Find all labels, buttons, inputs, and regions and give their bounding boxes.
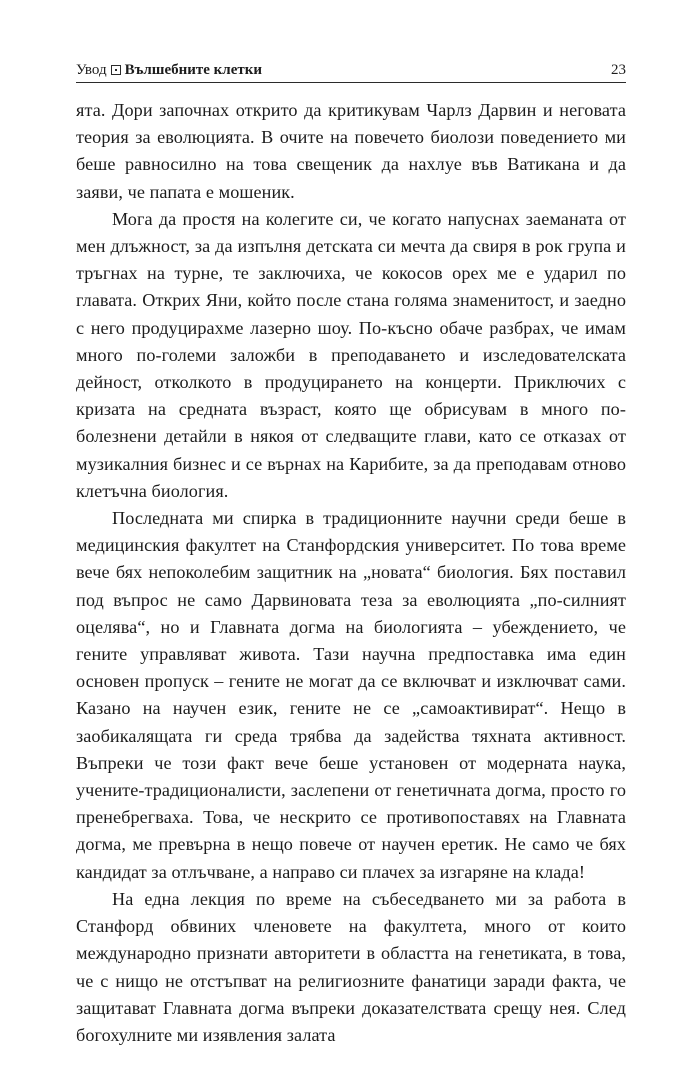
page-number: 23	[611, 62, 626, 78]
running-header	[76, 58, 626, 83]
header-section-label: Увод	[76, 62, 107, 78]
body-text	[76, 97, 626, 1049]
paragraph-3: Последната ми спирка в традиционните научни среди беше в медицинския факултет на Станфордския университет. По това време вече бях непоколебим защитник на „новата“ биология. Бях поставил под въпрос не само Дарвиновата теза за еволюцията „по-силният оцелява“, но и Главната догма на биологията – убеждението, че гените управляват живота. Тази научна предпоставка има един основен пропуск – гените не могат да се включват и изключват сами. Казано на научен език, гените не се „самоактивират“. Нещо в заобикалящата ги среда трябва да задейства тяхната активност. Въпреки че този факт вече беше установен от модерната наука, учените-традиционалисти, заслепени от генетичната догма, просто го пренебрегваха. Това, че нескрито се противопоставях на Главната догма, ме превърна в нещо повече от научен еретик. Не само че бях кандидат за отлъчване, а направо си плачех за изгаряне на клада!	[76, 508, 626, 882]
paragraph-1: ята. Дори започнах открито да критикувам Чарлз Дарвин и неговата теория за еволюцията. В очите на повечето биолози поведението ми беше равносилно на това свещеник да нахлуе във Ватикана и да заяви, че папата е мошеник.	[76, 100, 626, 202]
paragraph-2: Мога да простя на колегите си, че когато напуснах заеманата от мен длъжност, за да изпълня детската си мечта да свиря в рок група и тръгнах на турне, те заключиха, че кокосов орех ме е ударил по главата. Открих Яни, който после стана голяма знаменитост, и заедно с него продуцирахме лазерно шоу. По-късно обаче разбрах, че имам много по-големи заложби в преподаването и изследователската дейност, отколкото в продуцирането на концерти. Приключих с кризата на средната възраст, която ще обрисувам в много по-болезнени детайли в някоя от следващите глави, като се отказах от музикалния бизнес и се върнах на Карибите, за да преподавам отново клетъчна биология.	[76, 208, 626, 501]
header-chapter-title: Вълшебните клетки	[124, 62, 263, 78]
header-title	[76, 60, 262, 80]
paragraph-4: На една лекция по време на събеседването ми за работа в Станфорд обвиних членовете на факултета, много от които международно признати авторитети в областта на генетиката, в това, че с нищо не отстъпват на религиозните фанатици заради факта, че защитават Главната догма въпреки доказателствата срещу нея. След богохулните ми изявления залата	[76, 888, 626, 1045]
header-separator-icon	[111, 65, 121, 75]
